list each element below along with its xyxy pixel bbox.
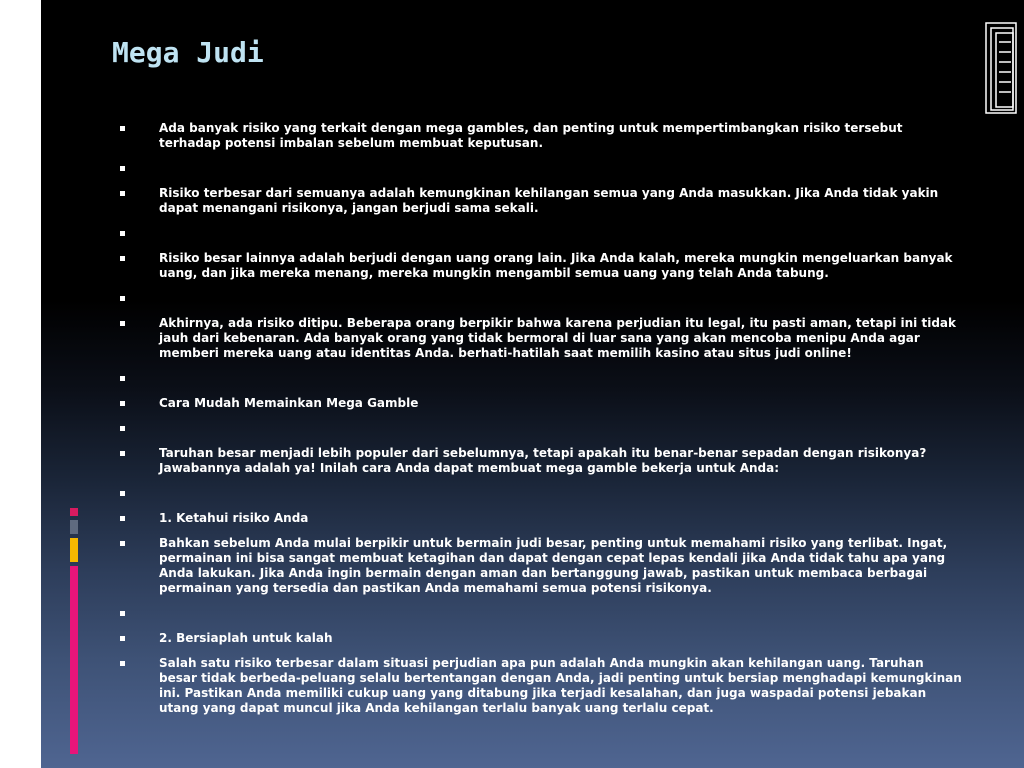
bullet-item	[120, 316, 962, 361]
bullet-item	[120, 371, 962, 386]
bullet-item	[120, 161, 962, 176]
slide-title: Mega Judi	[112, 36, 264, 69]
bullet-marker-icon	[120, 376, 125, 381]
bullet-marker-icon	[120, 516, 125, 521]
bullet-item	[120, 186, 962, 216]
bullet-text: Ada banyak risiko yang terkait dengan mega gambles, dan penting untuk mempertimbangkan risiko tersebut terhadap potensi imbalan sebelum membuat keputusan.	[159, 121, 903, 150]
bullet-marker-icon	[120, 661, 125, 666]
bullet-item	[120, 121, 962, 151]
bullet-item	[120, 536, 962, 596]
bullet-text: Taruhan besar menjadi lebih populer dari sebelumnya, tetapi apakah itu benar-benar sepadan dengan risikonya? Jawabannya adalah ya! Inilah cara Anda dapat membuat mega gamble bekerja untuk Anda:	[159, 446, 927, 475]
bullet-text: Risiko terbesar dari semuanya adalah kemungkinan kehilangan semua yang Anda masukkan. Jika Anda tidak yakin dapat menangani risikonya, jangan berjudi sama sekali.	[159, 186, 939, 215]
bullet-marker-icon	[120, 321, 125, 326]
bullet-marker-icon	[120, 611, 125, 616]
bullet-item	[120, 291, 962, 306]
bullet-text: 1. Ketahui risiko Anda	[159, 511, 309, 525]
left-margin	[0, 0, 41, 768]
bullet-text: 2. Bersiaplah untuk kalah	[159, 631, 333, 645]
bullet-marker-icon	[120, 491, 125, 496]
bullet-item	[120, 511, 962, 526]
bullet-marker-icon	[120, 231, 125, 236]
bullet-marker-icon	[120, 636, 125, 641]
accent-bar-red	[70, 508, 78, 516]
bullet-marker-icon	[120, 256, 125, 261]
bullet-item	[120, 396, 962, 411]
bullet-marker-icon	[120, 401, 125, 406]
bullet-marker-icon	[120, 451, 125, 456]
accent-bar-yellow	[70, 538, 78, 562]
bullet-text: Salah satu risiko terbesar dalam situasi perjudian apa pun adalah Anda mungkin akan kehilangan uang. Taruhan besar tidak berbeda-peluang selalu bertentangan dengan Anda, jadi penting untuk bersiap menghadapi kemungkinan ini. Pastikan Anda memiliki cukup uang yang ditabung jika terjadi kesalahan, dan juga waspadai potensi jebakan utang yang dapat muncul jika Anda kehilangan terlalu banyak uang terlalu cepat.	[159, 656, 962, 715]
bullet-text: Cara Mudah Memainkan Mega Gamble	[159, 396, 419, 410]
bullet-list	[120, 121, 962, 726]
bullet-marker-icon	[120, 191, 125, 196]
bullet-item	[120, 606, 962, 621]
bullet-marker-icon	[120, 296, 125, 301]
bullet-item	[120, 421, 962, 436]
bullet-text: Bahkan sebelum Anda mulai berpikir untuk bermain judi besar, penting untuk memahami risiko yang terlibat. Ingat, permainan ini bisa sangat membuat ketagihan dan dapat dengan cepat lepas kendali jika Anda tidak tahu apa yang Anda lakukan. Jika Anda ingin bermain dengan aman dan bertanggung jawab, pastikan untuk membaca berbagai permainan yang tersedia dan pastikan Anda memahami semua potensi risikonya.	[159, 536, 948, 595]
bullet-item	[120, 446, 962, 476]
bullet-item	[120, 226, 962, 241]
bullet-marker-icon	[120, 126, 125, 131]
bullet-item	[120, 656, 962, 716]
bullet-marker-icon	[120, 541, 125, 546]
document-stack-icon	[985, 22, 1017, 114]
bullet-item	[120, 631, 962, 646]
accent-bar-pink	[70, 566, 78, 754]
accent-bar-gray	[70, 520, 78, 534]
bullet-item	[120, 486, 962, 501]
bullet-marker-icon	[120, 426, 125, 431]
bullet-item	[120, 251, 962, 281]
bullet-text: Risiko besar lainnya adalah berjudi dengan uang orang lain. Jika Anda kalah, mereka mungkin mengeluarkan banyak uang, dan jika mereka menang, mereka mungkin mengambil semua uang yang telah Anda tabung.	[159, 251, 953, 280]
bullet-text: Akhirnya, ada risiko ditipu. Beberapa orang berpikir bahwa karena perjudian itu legal, itu pasti aman, tetapi ini tidak jauh dari kebenaran. Ada banyak orang yang tidak bermoral di luar sana yang akan mencoba menipu Anda agar memberi mereka uang atau identitas Anda. berhati-hatilah saat memilih kasino atau situs judi online!	[159, 316, 956, 360]
bullet-marker-icon	[120, 166, 125, 171]
